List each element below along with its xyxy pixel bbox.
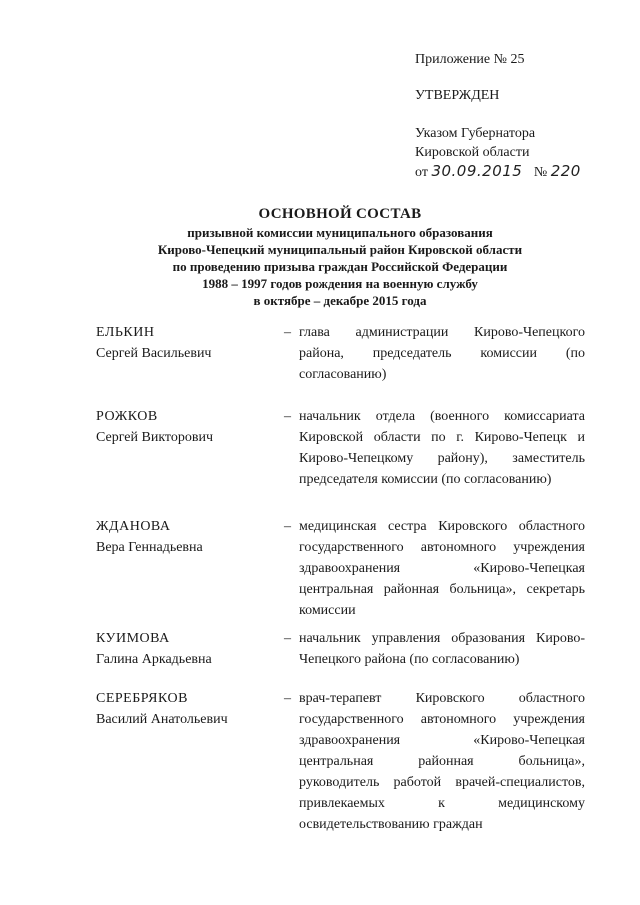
member-given-name: Василий Анатольевич: [96, 712, 228, 727]
member-name: [96, 688, 276, 730]
member-surname: ЕЛЬКИН: [96, 325, 155, 340]
member-given-name: Сергей Викторович: [96, 430, 214, 445]
decree-line-1: Указом Губернатора: [415, 126, 536, 141]
member-given-name: Вера Геннадьевна: [96, 540, 203, 555]
member-dash: –: [284, 325, 291, 340]
decree-date-line: [415, 162, 615, 182]
number-prefix: №: [533, 165, 548, 180]
member-name: [96, 406, 276, 448]
member-role: начальник управления образования Кирово-Чепецкого района (по согласованию): [299, 631, 585, 667]
member-dash: –: [284, 631, 291, 646]
member-given-name: Сергей Васильевич: [96, 346, 212, 361]
title-line-3: по проведению призыва граждан Российской Федерации: [172, 259, 508, 274]
title-line-5: в октябре – декабре 2015 года: [253, 293, 427, 308]
handwritten-date: 30.09.2015: [431, 162, 523, 180]
member-surname: СЕРЕБРЯКОВ: [96, 691, 188, 706]
member-dash: –: [284, 691, 291, 706]
member-dash: –: [284, 409, 291, 424]
member-name: [96, 628, 276, 670]
member-role: глава администрации Кирово-Чепецкого района, председатель комиссии (по согласованию): [299, 325, 585, 382]
decree-line-2: Кировской области: [415, 145, 530, 160]
title-line-4: 1988 – 1997 годов рождения на военную службу: [202, 276, 478, 291]
date-prefix: от: [415, 165, 428, 180]
member-role: медицинская сестра Кировского областного государственного автономного учреждения здравоохранения «Кирово-Чепецкая центральная районная больница», секретарь комиссии: [299, 519, 585, 618]
member-role: начальник отдела (военного комиссариата Кировской области по г. Кирово-Чепецк и Кирово-Чепецкому району), заместитель председателя комиссии (по согласованию): [299, 409, 585, 487]
member-role: врач-терапевт Кировского областного государственного автономного учреждения здравоохранения «Кирово-Чепецкая центральная районная больница», руководитель работой врачей-специалистов, привлекаемых к медицинскому освидетельствованию граждан: [299, 691, 585, 832]
member-given-name: Галина Аркадьевна: [96, 652, 212, 667]
member-name: [96, 322, 276, 364]
appendix-number: Приложение № 25: [415, 52, 525, 67]
handwritten-number: 220: [550, 162, 581, 180]
title-line-1: призывной комиссии муниципального образования: [187, 225, 493, 240]
title-line-2: Кирово-Чепецкий муниципальный район Кировской области: [157, 242, 523, 257]
approved-heading: УТВЕРЖДЕН: [415, 88, 500, 103]
document-title-block: [90, 205, 590, 309]
document-title: ОСНОВНОЙ СОСТАВ: [258, 206, 422, 222]
member-surname: КУИМОВА: [96, 631, 170, 646]
member-dash: –: [284, 519, 291, 534]
member-surname: РОЖКОВ: [96, 409, 158, 424]
member-surname: ЖДАНОВА: [96, 519, 171, 534]
approval-stamp: [415, 50, 615, 182]
member-name: [96, 516, 276, 558]
